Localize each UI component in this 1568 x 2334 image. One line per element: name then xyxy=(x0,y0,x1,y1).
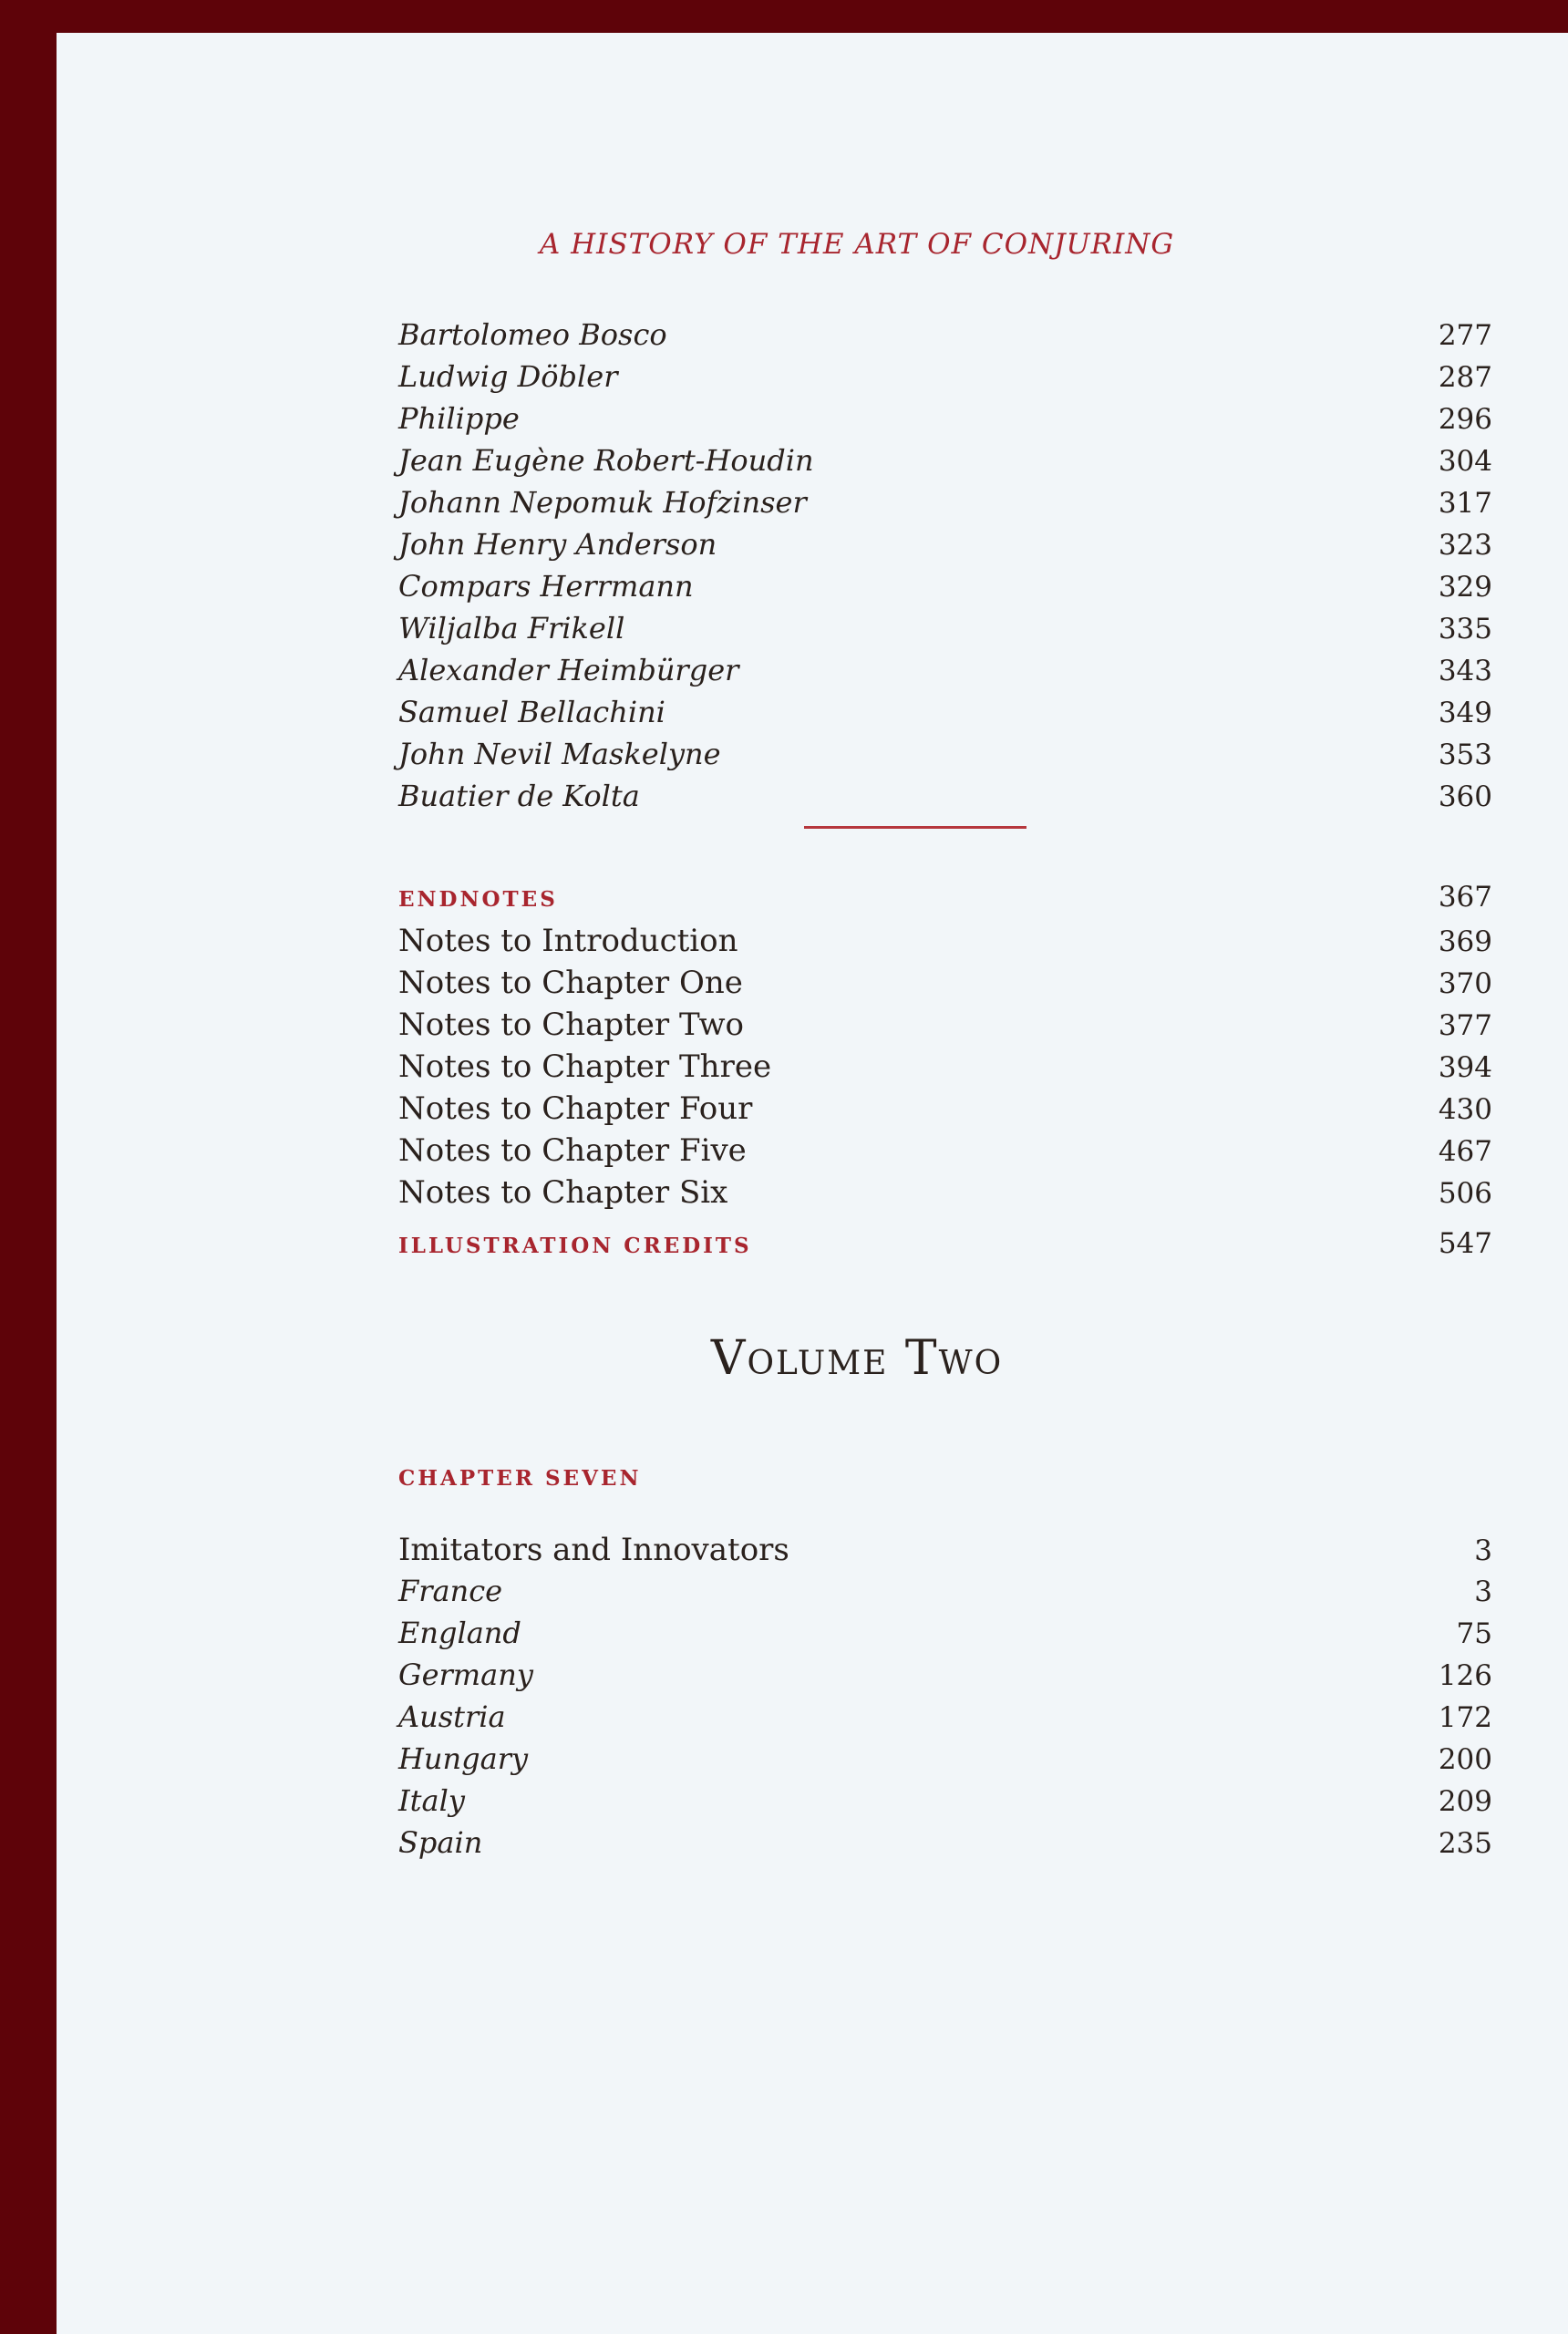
toc-entry[interactable] xyxy=(398,1132,1492,1174)
endnotes-heading-row[interactable] xyxy=(398,881,1492,923)
toc-entry-label: Notes to Chapter Five xyxy=(398,1132,747,1169)
toc-entry-page: 172 xyxy=(1438,1701,1492,1734)
toc-entry-page: 317 xyxy=(1438,487,1492,520)
illustration-credits-heading: ILLUSTRATION CREDITS xyxy=(398,1234,752,1258)
toc-entry-label: Ludwig Döbler xyxy=(398,359,618,394)
toc-entry-label: John Nevil Maskelyne xyxy=(398,737,721,771)
toc-entry[interactable] xyxy=(398,359,1492,401)
toc-entry[interactable] xyxy=(398,923,1492,965)
toc-entry-page: 3 xyxy=(1474,1534,1492,1567)
toc-entry[interactable] xyxy=(398,1825,1492,1867)
toc-entry-page: 287 xyxy=(1438,361,1492,394)
running-head: A HISTORY OF THE ART OF CONJURING xyxy=(539,228,1175,261)
toc-entry[interactable] xyxy=(398,443,1492,485)
toc-entry[interactable] xyxy=(398,1783,1492,1825)
toc-entry-page: 126 xyxy=(1438,1659,1492,1692)
toc-entry-page: 349 xyxy=(1438,697,1492,729)
chapter-title: Imitators and Innovators xyxy=(398,1532,789,1568)
toc-entry-page: 506 xyxy=(1438,1177,1492,1210)
toc-entry[interactable] xyxy=(398,653,1492,695)
toc-entry-page: 377 xyxy=(1438,1009,1492,1042)
chapter-heading: CHAPTER SEVEN xyxy=(398,1466,642,1491)
toc-entry-label: Notes to Chapter Three xyxy=(398,1048,772,1085)
toc-entry[interactable] xyxy=(398,527,1492,569)
toc-entry-label: France xyxy=(398,1574,503,1608)
toc-entry[interactable] xyxy=(398,737,1492,779)
toc-entry-page: 3 xyxy=(1474,1575,1492,1608)
toc-entry-label: Johann Nepomuk Hofzinser xyxy=(398,485,807,520)
toc-entry-page: 353 xyxy=(1438,738,1492,771)
toc-entry-page: 369 xyxy=(1438,925,1492,958)
toc-entry[interactable] xyxy=(398,569,1492,611)
toc-entry-page: 304 xyxy=(1438,445,1492,478)
toc-entry-label: Samuel Bellachini xyxy=(398,695,665,729)
toc-entry-label: Bartolomeo Bosco xyxy=(398,317,667,352)
toc-entry-label: Spain xyxy=(398,1825,483,1860)
toc-entry[interactable] xyxy=(398,1090,1492,1132)
toc-entry[interactable] xyxy=(398,611,1492,653)
book-page xyxy=(57,33,1568,2334)
toc-entry-label: John Henry Anderson xyxy=(398,527,717,562)
toc-entry-label: Compars Herrmann xyxy=(398,569,694,604)
toc-entry-label: Philippe xyxy=(398,401,520,436)
toc-entry-page: 367 xyxy=(1438,881,1492,914)
toc-entry-page: 430 xyxy=(1438,1093,1492,1126)
toc-entry[interactable] xyxy=(398,317,1492,359)
toc-entry-label: Germany xyxy=(398,1658,533,1692)
endnotes-heading: ENDNOTES xyxy=(398,887,558,912)
toc-entry-page: 335 xyxy=(1438,613,1492,645)
toc-entry[interactable] xyxy=(398,1007,1492,1048)
toc-entry-page: 296 xyxy=(1438,403,1492,436)
toc-entry-page: 360 xyxy=(1438,780,1492,813)
toc-entry[interactable] xyxy=(398,1174,1492,1216)
toc-entry[interactable] xyxy=(398,779,1492,821)
toc-entry[interactable] xyxy=(398,1658,1492,1699)
volume-title: Volume Two xyxy=(710,1331,1004,1386)
toc-entry-label: Notes to Chapter Six xyxy=(398,1174,728,1211)
toc-entry-page: 277 xyxy=(1438,319,1492,352)
toc-entry-page: 343 xyxy=(1438,655,1492,687)
toc-entry[interactable] xyxy=(398,485,1492,527)
toc-entry-label: Hungary xyxy=(398,1741,529,1776)
toc-entry-page: 329 xyxy=(1438,571,1492,604)
toc-entry-page: 75 xyxy=(1456,1617,1492,1650)
toc-entry-page: 323 xyxy=(1438,529,1492,562)
toc-entry[interactable] xyxy=(398,1741,1492,1783)
toc-entry-page: 547 xyxy=(1438,1227,1492,1260)
toc-entry-label: Italy xyxy=(398,1783,465,1818)
chapter-title-row[interactable] xyxy=(398,1532,1492,1574)
toc-entry-page: 370 xyxy=(1438,967,1492,1000)
toc-entry-page: 235 xyxy=(1438,1827,1492,1860)
toc-entry-label: Notes to Chapter One xyxy=(398,965,743,1001)
toc-entry-label: Buatier de Kolta xyxy=(398,779,640,813)
toc-entry-label: Austria xyxy=(398,1699,506,1734)
toc-entry-label: Notes to Chapter Four xyxy=(398,1090,753,1127)
toc-entry-label: Alexander Heimbürger xyxy=(398,653,739,687)
toc-entry-label: Wiljalba Frikell xyxy=(398,611,625,645)
toc-entry-label: Notes to Introduction xyxy=(398,923,738,959)
toc-entry[interactable] xyxy=(398,1048,1492,1090)
toc-entry-page: 467 xyxy=(1438,1135,1492,1168)
toc-entry[interactable] xyxy=(398,401,1492,443)
toc-entry[interactable] xyxy=(398,1699,1492,1741)
toc-entry-label: Jean Eugène Robert-Houdin xyxy=(398,443,814,478)
toc-entry[interactable] xyxy=(398,1574,1492,1616)
toc-entry-label: England xyxy=(398,1616,521,1650)
illustration-credits-row[interactable] xyxy=(398,1227,1492,1269)
section-divider xyxy=(804,826,1026,829)
toc-entry[interactable] xyxy=(398,695,1492,737)
toc-entry-label: Notes to Chapter Two xyxy=(398,1007,745,1043)
toc-entry-page: 394 xyxy=(1438,1051,1492,1084)
toc-entry[interactable] xyxy=(398,1616,1492,1658)
toc-entry-page: 200 xyxy=(1438,1743,1492,1776)
toc-entry-page: 209 xyxy=(1438,1785,1492,1818)
toc-entry[interactable] xyxy=(398,965,1492,1007)
